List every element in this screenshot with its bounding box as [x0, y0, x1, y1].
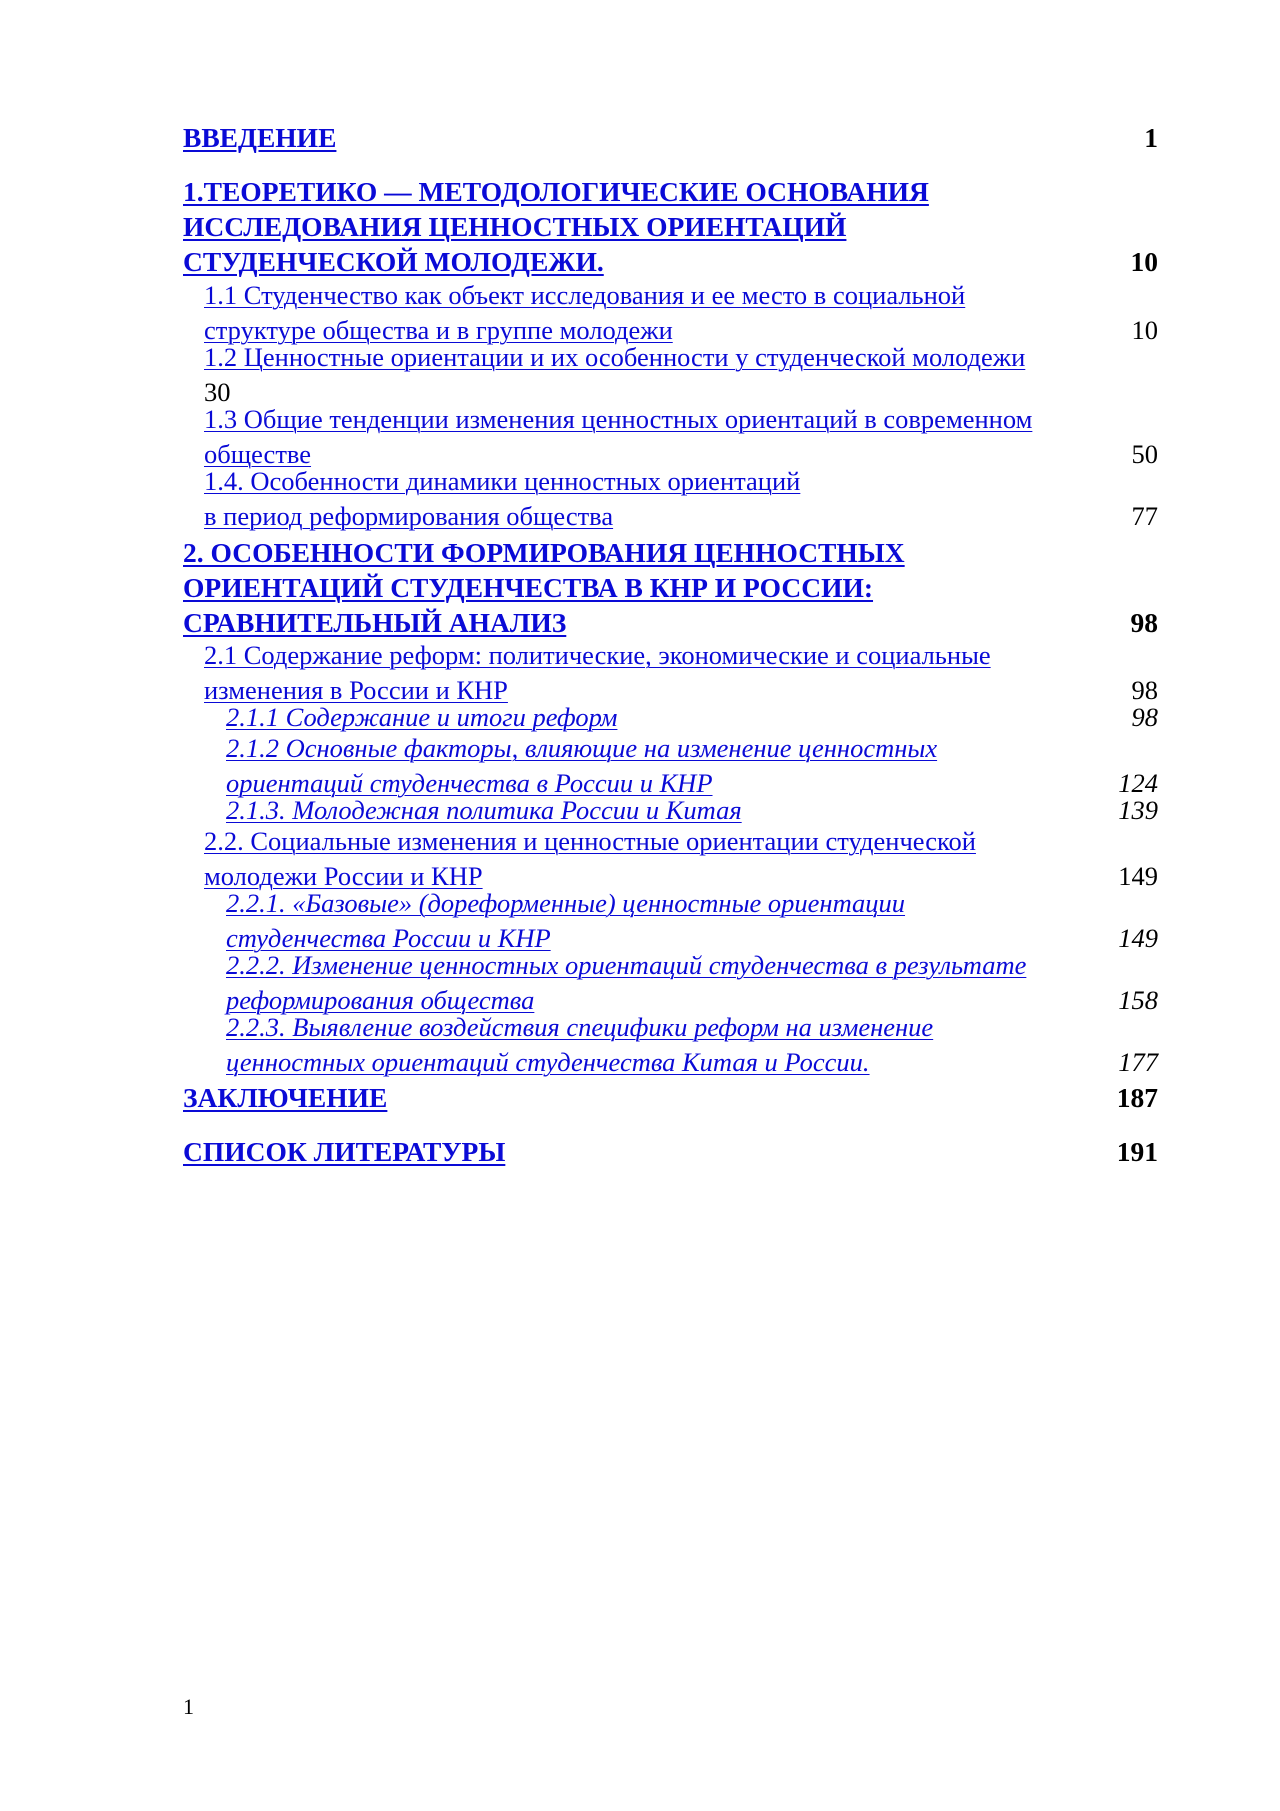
- toc-link-s2-2-1-line-1[interactable]: 2.2.1. «Базовые» (дореформенные) ценностные ориентации: [226, 888, 906, 918]
- toc-link-ch1-line-3[interactable]: СТУДЕНЧЕСКОЙ МОЛОДЕЖИ.: [183, 246, 604, 277]
- toc-entry-s2-2-3: [226, 1010, 1158, 1080]
- toc-entry-s2-2-1: [226, 886, 1158, 956]
- toc-link-s2-2-line-1[interactable]: 2.2. Социальные изменения и ценностные ориентации студенческой: [204, 826, 976, 856]
- toc-page-number: 98: [1131, 675, 1158, 705]
- toc-link-s2-1-line-2[interactable]: изменения в России и КНР: [204, 675, 508, 705]
- toc-link-s1-3-line-1[interactable]: 1.3 Общие тенденции изменения ценностных ориентаций в современном: [204, 404, 1033, 434]
- toc-link-ch2-line-1[interactable]: 2. ОСОБЕННОСТИ ФОРМИРОВАНИЯ ЦЕННОСТНЫХ: [183, 537, 905, 568]
- toc-page-number: 187: [1116, 1082, 1158, 1113]
- toc-page-number: 1: [1144, 122, 1158, 153]
- toc-entry-s2-1-3: [226, 793, 1158, 828]
- toc-link-s1-1-line-1[interactable]: 1.1 Студенчество как объект исследования и ее место в социальной: [204, 280, 966, 310]
- toc-entry-s2-2-2: [226, 948, 1158, 1018]
- toc-link-s2-2-1-line-2[interactable]: студенчества России и КНР: [226, 923, 551, 953]
- toc-link-s2-2-3-line-1[interactable]: 2.2.3. Выявление воздействия специфики реформ на изменение: [226, 1012, 934, 1042]
- toc-page-number: 149: [1118, 861, 1158, 891]
- toc-link-s1-4-line-2[interactable]: в период реформирования общества: [204, 501, 614, 531]
- toc-page-number: 10: [1130, 246, 1158, 277]
- toc-page-number: 139: [1118, 795, 1158, 825]
- toc-page-number: 30: [204, 377, 231, 407]
- toc-entry-s1-2: [204, 340, 1158, 410]
- toc-page-number: 177: [1118, 1047, 1158, 1077]
- toc-link-s2-1-2-line-2[interactable]: ориентаций студенчества в России и КНР: [226, 768, 713, 798]
- toc-page-number: 98: [1130, 607, 1158, 638]
- toc-link-s1-2[interactable]: 1.2 Ценностные ориентации и их особенности у студенческой молодежи: [204, 342, 1026, 372]
- toc-entry-s2-2: [204, 824, 1158, 894]
- toc-link-s1-4-line-1[interactable]: 1.4. Особенности динамики ценностных ориентаций: [204, 466, 801, 496]
- toc-link-s1-3-line-2[interactable]: обществе: [204, 439, 312, 469]
- toc-page-number: 77: [1131, 501, 1158, 531]
- page-number: 1: [183, 1694, 194, 1719]
- toc-page-number: 124: [1118, 768, 1158, 798]
- toc-link-concl[interactable]: ЗАКЛЮЧЕНИЕ: [183, 1082, 388, 1113]
- toc-link-s2-2-2-line-2[interactable]: реформирования общества: [226, 985, 535, 1015]
- toc-link-s2-2-3-line-2[interactable]: ценностных ориентаций студенчества Китая и России.: [226, 1047, 870, 1077]
- toc-page-number: 98: [1131, 702, 1158, 732]
- toc-entry-intro: [183, 120, 1158, 155]
- toc-entry-refs: [183, 1134, 1158, 1169]
- toc-entry-s2-1-1: [226, 700, 1158, 735]
- toc-entry-s1-1: [204, 278, 1158, 348]
- toc-link-intro[interactable]: ВВЕДЕНИЕ: [183, 122, 337, 153]
- toc-entry-s2-1: [204, 638, 1158, 708]
- toc-entry-s1-3: [204, 402, 1158, 472]
- toc-entry-concl: [183, 1080, 1158, 1115]
- toc-entry-s1-4: [204, 464, 1158, 534]
- toc-link-ch1-line-1[interactable]: 1.ТЕОРЕТИКО — МЕТОДОЛОГИЧЕСКИЕ ОСНОВАНИЯ: [183, 176, 929, 207]
- toc-link-ch1-line-2[interactable]: ИССЛЕДОВАНИЯ ЦЕННОСТНЫХ ОРИЕНТАЦИЙ: [183, 211, 847, 242]
- toc-page-number: 149: [1118, 923, 1158, 953]
- toc-page-number: 191: [1116, 1136, 1158, 1167]
- toc-page-number: 158: [1118, 985, 1158, 1015]
- toc-page-number: 10: [1131, 315, 1158, 345]
- toc-link-refs[interactable]: СПИСОК ЛИТЕРАТУРЫ: [183, 1136, 506, 1167]
- toc-entry-ch1: [183, 174, 1158, 279]
- toc-link-ch2-line-2[interactable]: ОРИЕНТАЦИЙ СТУДЕНЧЕСТВА В КНР И РОССИИ:: [183, 572, 874, 603]
- toc-link-s2-1-2-line-1[interactable]: 2.1.2 Основные факторы, влияющие на изменение ценностных: [226, 733, 938, 763]
- toc-entry-s2-1-2: [226, 731, 1158, 801]
- toc-link-s1-1-line-2[interactable]: структуре общества и в группе молодежи: [204, 315, 673, 345]
- toc-link-s2-1-3[interactable]: 2.1.3. Молодежная политика России и Китая: [226, 795, 742, 825]
- toc-link-s2-1-line-1[interactable]: 2.1 Содержание реформ: политические, экономические и социальные: [204, 640, 991, 670]
- toc-link-ch2-line-3[interactable]: СРАВНИТЕЛЬНЫЙ АНАЛИЗ: [183, 607, 567, 638]
- toc-link-s2-2-2-line-1[interactable]: 2.2.2. Изменение ценностных ориентаций студенчества в результате: [226, 950, 1027, 980]
- toc-link-s2-1-1[interactable]: 2.1.1 Содержание и итоги реформ: [226, 702, 618, 732]
- toc-entry-ch2: [183, 535, 1158, 640]
- toc-link-s2-2-line-2[interactable]: молодежи России и КНР: [204, 861, 483, 891]
- toc-page-number: 50: [1131, 439, 1158, 469]
